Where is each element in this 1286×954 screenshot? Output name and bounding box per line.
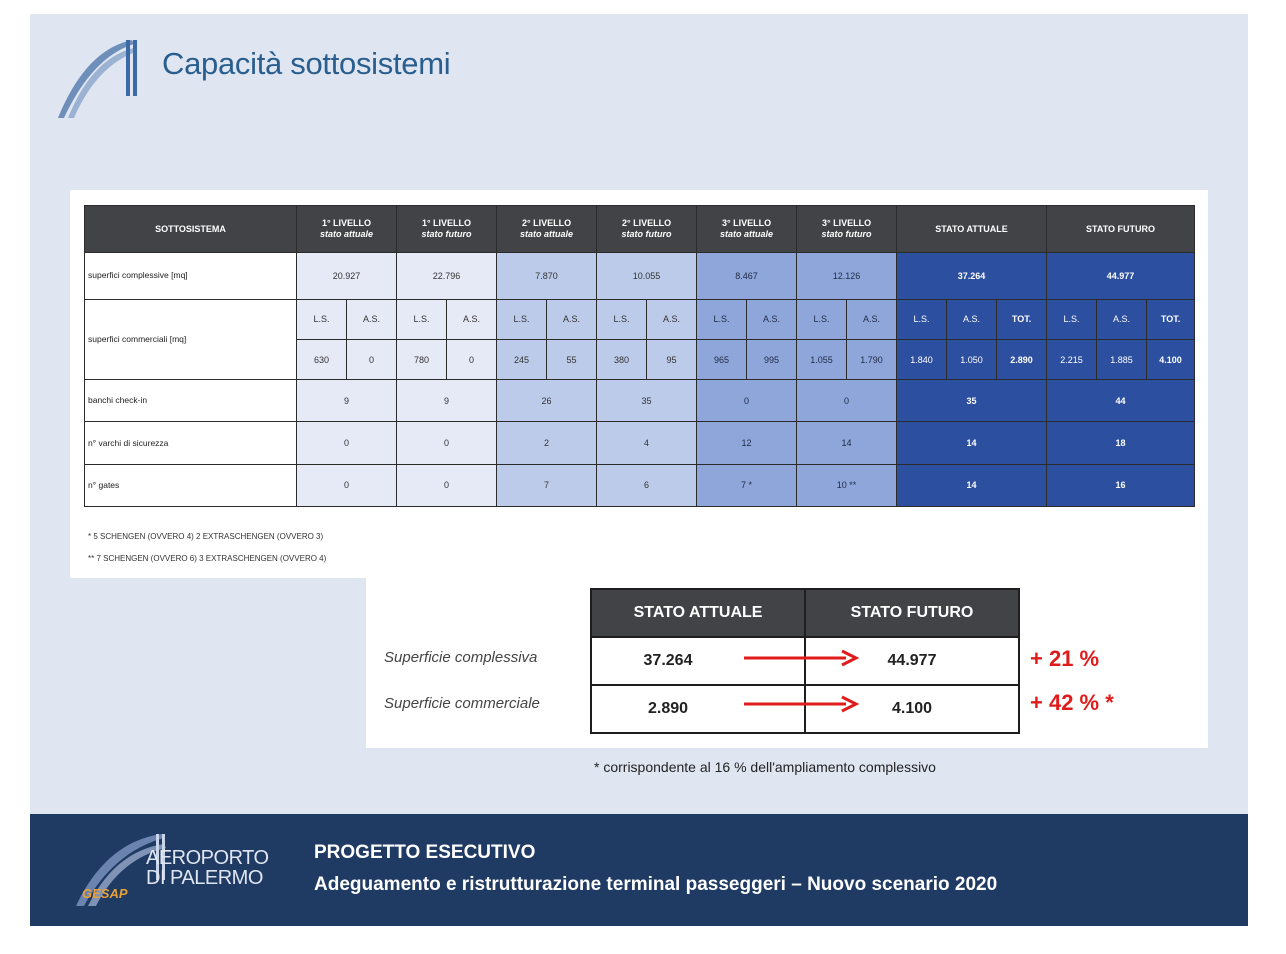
table-cell: L.S. bbox=[597, 299, 647, 339]
red-arrow-icon bbox=[742, 694, 862, 714]
table-cell: 0 bbox=[447, 339, 497, 379]
table-cell: 995 bbox=[747, 339, 797, 379]
table-cell: 630 bbox=[297, 339, 347, 379]
comparison-row-label: Superficie commerciale bbox=[384, 695, 540, 712]
table-cell: 18 bbox=[1047, 422, 1195, 464]
comparison-footnote: * corrispondente al 16 % dell'ampliamento complessivo bbox=[594, 759, 936, 775]
table-cell: 1.055 bbox=[797, 339, 847, 379]
table-cell: 55 bbox=[547, 339, 597, 379]
table-cell: A.S. bbox=[447, 299, 497, 339]
footer-project-title: PROGETTO ESECUTIVO bbox=[314, 842, 536, 863]
red-arrow-icon bbox=[742, 648, 862, 668]
table-cell: 2 bbox=[497, 422, 597, 464]
table-cell: 26 bbox=[497, 380, 597, 422]
table-cell: L.S. bbox=[397, 299, 447, 339]
table-cell: 0 bbox=[347, 339, 397, 379]
comparison-row-label: Superficie complessiva bbox=[384, 649, 538, 666]
table-header-row bbox=[85, 206, 1195, 253]
row-label: n° gates bbox=[85, 464, 297, 506]
table-cell: L.S. bbox=[897, 299, 947, 339]
table-row bbox=[85, 464, 1195, 506]
table-cell: TOT. bbox=[1147, 299, 1195, 339]
table-cell: A.S. bbox=[547, 299, 597, 339]
table-cell: 1.840 bbox=[897, 339, 947, 379]
table-cell: 2.215 bbox=[1047, 339, 1097, 379]
table-cell: 0 bbox=[697, 380, 797, 422]
header-level: 2° LIVELLO stato attuale bbox=[497, 206, 597, 253]
table-cell: 245 bbox=[497, 339, 547, 379]
table-row bbox=[85, 253, 1195, 299]
table-cell: 380 bbox=[597, 339, 647, 379]
header-stato-futuro: STATO FUTURO bbox=[805, 589, 1019, 637]
delta-percentage: + 21 % bbox=[1030, 646, 1100, 671]
table-cell: 44 bbox=[1047, 380, 1195, 422]
table-cell: 6 bbox=[597, 464, 697, 506]
table-cell: 0 bbox=[797, 380, 897, 422]
table-cell: L.S. bbox=[697, 299, 747, 339]
table-cell: 7 * bbox=[697, 464, 797, 506]
airport-swoosh-logo-icon bbox=[54, 34, 144, 120]
table-cell: 20.927 bbox=[297, 253, 397, 299]
table-cell: 0 bbox=[297, 464, 397, 506]
header-level: 3° LIVELLO stato futuro bbox=[797, 206, 897, 253]
table-cell: 1.050 bbox=[947, 339, 997, 379]
table-cell: A.S. bbox=[347, 299, 397, 339]
table-cell: 35 bbox=[897, 380, 1047, 422]
table-cell: 1.790 bbox=[847, 339, 897, 379]
table-cell: A.S. bbox=[747, 299, 797, 339]
header-level: 1° LIVELLO stato futuro bbox=[397, 206, 497, 253]
header-stato-attuale: STATO ATTUALE bbox=[591, 589, 805, 637]
table-cell: 14 bbox=[897, 422, 1047, 464]
table-cell: 95 bbox=[647, 339, 697, 379]
row-label: superfici commerciali [mq] bbox=[85, 299, 297, 380]
table-cell: 22.796 bbox=[397, 253, 497, 299]
footer-logo-brand: GESAP bbox=[82, 886, 128, 901]
header-level: 1° LIVELLO stato attuale bbox=[297, 206, 397, 253]
table-row bbox=[85, 380, 1195, 422]
table-cell: 44.977 bbox=[1047, 253, 1195, 299]
row-label: n° varchi di sicurezza bbox=[85, 422, 297, 464]
table-cell: 965 bbox=[697, 339, 747, 379]
table-cell: 37.264 bbox=[897, 253, 1047, 299]
value-attuale: 2.890 bbox=[591, 685, 805, 733]
header-level: 3° LIVELLO stato attuale bbox=[697, 206, 797, 253]
table-cell: L.S. bbox=[797, 299, 847, 339]
table-cell: 12.126 bbox=[797, 253, 897, 299]
comparison-header-row bbox=[591, 589, 1019, 637]
table-cell: 0 bbox=[297, 422, 397, 464]
footer-logo-text: AEROPORTO DI PALERMO bbox=[146, 847, 269, 889]
table-cell: A.S. bbox=[1097, 299, 1147, 339]
table-row bbox=[85, 422, 1195, 464]
table-cell: 7 bbox=[497, 464, 597, 506]
table-row bbox=[85, 299, 1195, 339]
table-cell: 14 bbox=[797, 422, 897, 464]
table-cell: 12 bbox=[697, 422, 797, 464]
table-cell: 8.467 bbox=[697, 253, 797, 299]
table-cell: L.S. bbox=[497, 299, 547, 339]
table-cell: 7.870 bbox=[497, 253, 597, 299]
delta-percentage: + 42 % * bbox=[1030, 690, 1114, 715]
value-futuro: 44.977 bbox=[805, 637, 1019, 685]
table-cell: 0 bbox=[397, 422, 497, 464]
footnote: ** 7 SCHENGEN (OVVERO 6) 3 EXTRASCHENGEN (OVVERO 4) bbox=[88, 554, 327, 563]
footer-bar bbox=[30, 814, 1248, 926]
header-subsystem: SOTTOSISTEMA bbox=[85, 206, 297, 253]
table-cell: L.S. bbox=[297, 299, 347, 339]
header-stato-futuro: STATO FUTURO bbox=[1047, 206, 1195, 253]
page-title: Capacità sottosistemi bbox=[162, 46, 451, 81]
row-label: banchi check-in bbox=[85, 380, 297, 422]
value-futuro: 4.100 bbox=[805, 685, 1019, 733]
table-cell: 4 bbox=[597, 422, 697, 464]
table-cell: 10 ** bbox=[797, 464, 897, 506]
table-cell: 10.055 bbox=[597, 253, 697, 299]
header-level: 2° LIVELLO stato futuro bbox=[597, 206, 697, 253]
table-cell: L.S. bbox=[1047, 299, 1097, 339]
table-cell: 780 bbox=[397, 339, 447, 379]
footer-project-subtitle: Adeguamento e ristrutturazione terminal passeggeri – Nuovo scenario 2020 bbox=[314, 874, 998, 895]
table-cell: 0 bbox=[397, 464, 497, 506]
table-cell: A.S. bbox=[947, 299, 997, 339]
table-cell: 2.890 bbox=[997, 339, 1047, 379]
table-cell: 4.100 bbox=[1147, 339, 1195, 379]
capacity-table bbox=[84, 205, 1195, 507]
table-footnotes bbox=[88, 526, 326, 570]
table-cell: TOT. bbox=[997, 299, 1047, 339]
table-cell: 16 bbox=[1047, 464, 1195, 506]
table-cell: 9 bbox=[397, 380, 497, 422]
table-cell: 1.885 bbox=[1097, 339, 1147, 379]
value-attuale: 37.264 bbox=[591, 637, 805, 685]
table-cell: 9 bbox=[297, 380, 397, 422]
header-stato-attuale: STATO ATTUALE bbox=[897, 206, 1047, 253]
table-cell: A.S. bbox=[847, 299, 897, 339]
table-cell: 35 bbox=[597, 380, 697, 422]
table-cell: 14 bbox=[897, 464, 1047, 506]
footnote: * 5 SCHENGEN (OVVERO 4) 2 EXTRASCHENGEN (OVVERO 3) bbox=[88, 532, 324, 541]
row-label: superfici complessive [mq] bbox=[85, 253, 297, 299]
table-cell: A.S. bbox=[647, 299, 697, 339]
